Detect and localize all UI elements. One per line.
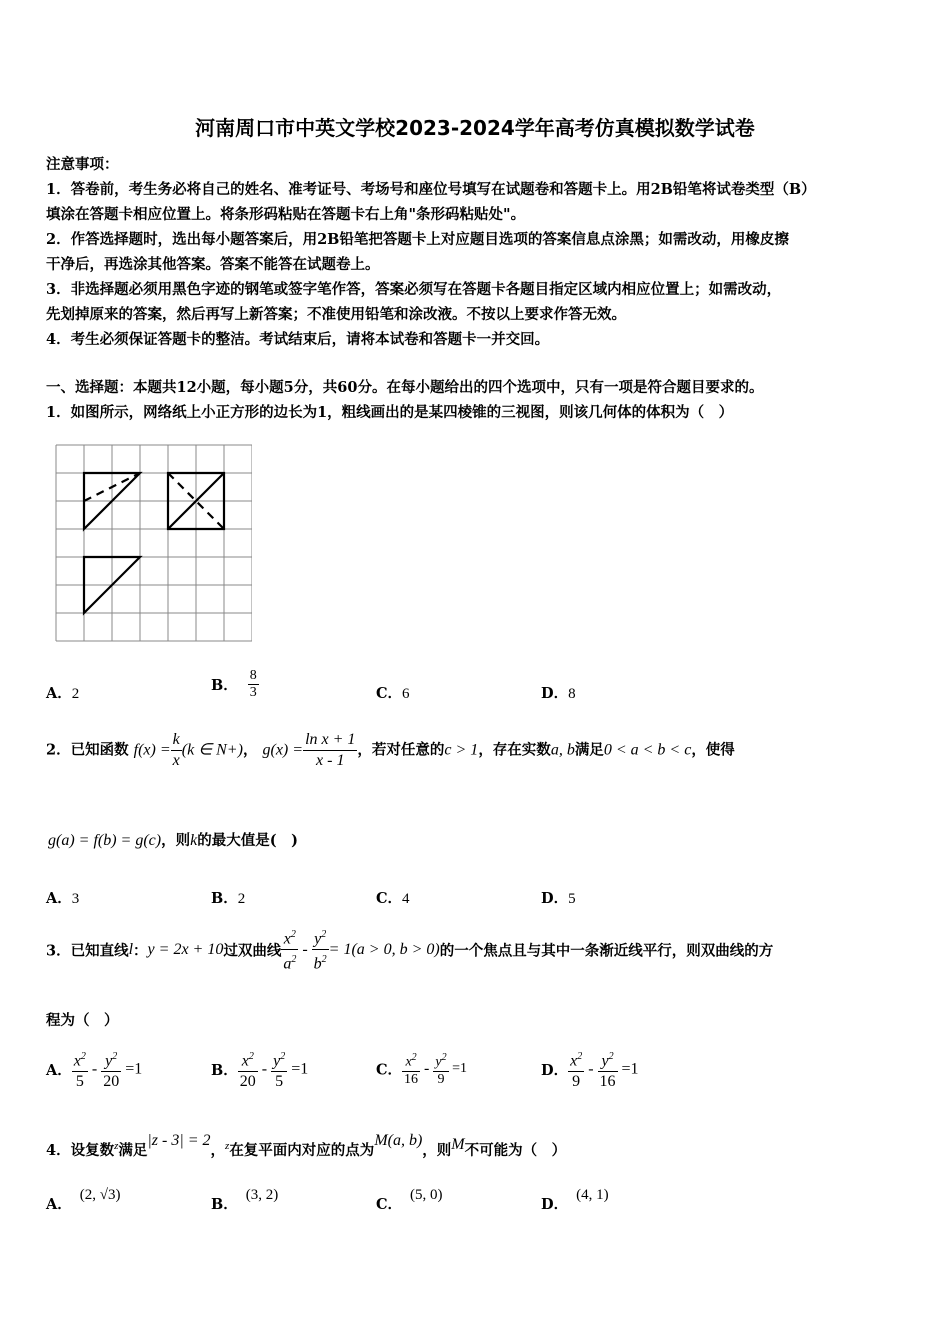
question-2-stem: 2．已知函数 f(x) = $\frac{k}{x}$ (k ∈ N+)， g(x) = $\frac{\text{ln x + 1}}{x - 1}$ ，若对任意的c > 1，存在实数a, b满足0 < a < b < c，使得 [46, 731, 735, 769]
page-title: 河南周口市中英文学校2023-2024学年高考仿真模拟数学试卷 [195, 116, 755, 140]
option-c[interactable]: C． $\frac{x^2}{16}$ - $\frac{y^2}{9}$ =1 [376, 1052, 467, 1087]
question-3-stem: 3．已知直线l：y = 2x + 10过双曲线 $\frac{x^2}{a^2}$ - $\frac{y^2}{b^2}$ = 1(a > 0, b > 0)的一个焦点且与其中一条渐近线平行，则双曲线的方 [46, 925, 773, 975]
option-b[interactable]: B． $\frac{x^2}{20}$ - $\frac{y^2}{5}$ =1 [211, 1047, 308, 1092]
notice-line: 填涂在答题卡相应位置上。将条形码粘贴在答题卡右上角"条形码粘贴处"。 [46, 206, 526, 223]
question-3-line2: 程为（ ） [46, 1012, 119, 1029]
option-d[interactable]: D．5 [541, 890, 576, 907]
option-b[interactable]: B． $\frac{8}{3}$ [211, 668, 257, 700]
option-d[interactable]: D． $\frac{x^2}{9}$ - $\frac{y^2}{16}$ =1 [541, 1047, 639, 1092]
notice-line: 先划掉原来的答案，然后再写上新答案；不准使用铅笔和涂改液。不按以上要求作答无效。 [46, 306, 626, 323]
option-c[interactable]: C．(5, 0) [376, 1187, 443, 1213]
option-a[interactable]: A．2 [46, 685, 80, 702]
notice-line: 3．非选择题必须用黑色字迹的钢笔或签字笔作答，答案必须写在答题卡各题目指定区域内相应位置上；如需改动， [46, 281, 782, 298]
notice-line: 干净后，再选涂其他答案。答案不能答在试题卷上。 [46, 256, 380, 273]
notice-line: 4．考生必须保证答题卡的整洁。考试结束后，请将本试卷和答题卡一并交回。 [46, 331, 550, 348]
section-heading: 一、选择题：本题共12小题，每小题5分，共60分。在每小题给出的四个选项中，只有一项是符合题目要求的。 [46, 379, 764, 396]
option-a[interactable]: A． $\frac{x^2}{5}$ - $\frac{y^2}{20}$ =1 [46, 1047, 142, 1092]
option-d[interactable]: D．8 [541, 685, 576, 702]
option-c[interactable]: C．6 [376, 685, 410, 702]
three-view-figure [52, 440, 252, 645]
option-c[interactable]: C．4 [376, 890, 410, 907]
question-2-line2: g(a) = f(b) = g(c)，则k的最大值是( ) [48, 832, 298, 849]
notice-heading: 注意事项： [46, 156, 119, 173]
option-b[interactable]: B．(3, 2) [211, 1187, 279, 1213]
option-a[interactable]: A．3 [46, 890, 80, 907]
notice-line: 2．作答选择题时，选出每小题答案后，用2B铅笔把答题卡上对应题目选项的答案信息点涂黑；如需改动，用橡皮擦 [46, 231, 789, 248]
question-4-stem: 4．设复数$^z$满足|z - 3| = 2，$^z$在复平面内对应的点为M(a, b)，则M不可能为（ ） [46, 1132, 567, 1159]
notice-line: 1．答卷前，考生务必将自己的姓名、准考证号、考场号和座位号填写在试题卷和答题卡上。用2B铅笔将试卷类型（B） [46, 181, 816, 198]
question-1-stem: 1．如图所示，网络纸上小正方形的边长为1，粗线画出的是某四棱锥的三视图，则该几何体的体积为（ ） [46, 404, 734, 421]
option-b[interactable]: B．2 [211, 890, 246, 907]
option-d[interactable]: D．(4, 1) [541, 1187, 609, 1213]
option-a[interactable]: A．(2, √3) [46, 1187, 121, 1213]
